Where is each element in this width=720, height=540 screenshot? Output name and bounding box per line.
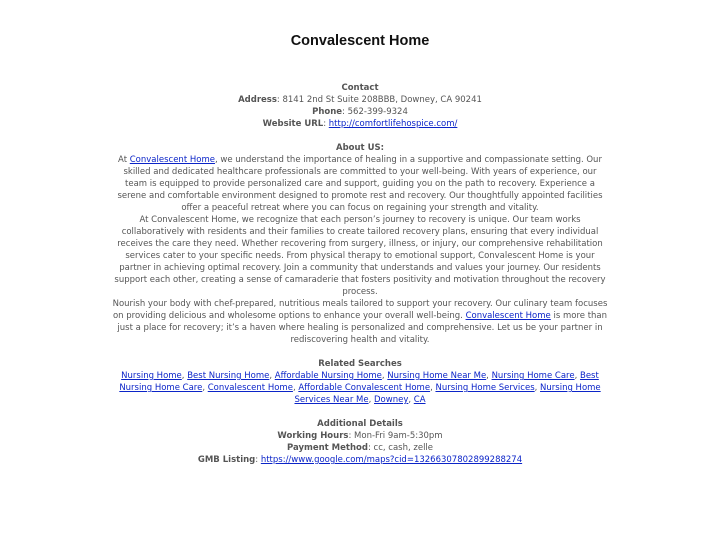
- convalescent-home-link[interactable]: Convalescent Home: [129, 155, 215, 165]
- about-paragraph-2: At Convalescent Home, we recognize that each person’s journey to recovery is unique. Our team works collaboratively with residents and their families to create tailored recovery plans, ensuring that every individual receives the care they need. Whether recovering from surgery, illness, or injury, our comprehensive rehabilitation services cater to your specific needs. From physical therapy to emotional support, Convalescent Home is your partner in achieving optimal recovery. Join a community that understands and values your journey. Our residents support each other, creating a sense of camaraderie that fosters positivity and motivation throughout the recovery process.: [114, 215, 606, 297]
- contact-section: [112, 82, 608, 130]
- website-label: Website URL: [262, 119, 324, 129]
- address-line: Address: 8141 2nd St Suite 208BBB, Downey, CA 90241: [238, 95, 482, 105]
- gmb-line: GMB Listing: https://www.google.com/maps?cid=13266307802899288274: [197, 455, 523, 465]
- about-paragraph-1: [112, 154, 608, 214]
- about-heading: About US:: [336, 143, 384, 153]
- related-links: Nursing Home, Best Nursing Home, Affordable Nursing Home, Nursing Home Near Me, Nursing Home Care, Best Nursing Home Care, Convalescent Home, Affordable Convalescent Home, Nursing Home Services, Nursing Home Services Near Me, Downey, CA: [119, 371, 601, 405]
- hours-label: Working Hours: [277, 431, 349, 441]
- related-searches-section: [112, 358, 608, 406]
- gmb-label: GMB Listing: [197, 455, 256, 465]
- related-link[interactable]: Nursing Home Services: [435, 383, 535, 393]
- related-link[interactable]: Best Nursing Home: [187, 371, 270, 381]
- payment-label: Payment Method: [286, 443, 368, 453]
- related-link[interactable]: Nursing Home Near Me: [387, 371, 487, 381]
- phone-value: 562-399-9324: [347, 107, 408, 117]
- related-link[interactable]: Affordable Nursing Home: [274, 371, 382, 381]
- address-value: 8141 2nd St Suite 208BBB, Downey, CA 90241: [282, 95, 482, 105]
- about-p1-prefix: At: [118, 155, 130, 165]
- contact-heading: Contact: [341, 83, 379, 93]
- website-line: Website URL: http://comfortlifehospice.com/: [262, 119, 458, 129]
- hours-line: Working Hours: Mon-Fri 9am-5:30pm: [277, 431, 443, 441]
- related-link[interactable]: Best Nursing Home Care: [119, 371, 599, 393]
- about-p1-text: , we understand the importance of healing in a supportive and compassionate setting. Our skilled and dedicated healthcare professionals are committed to your well-being. With years of experience, our team is equipped to provide personalized care and support, guiding you on the path to recovery. Experience a serene and comfortable environment designed to promote rest and recovery. Our thoughtfully appointed facilities offer a peaceful retreat where you can focus on regaining your strength and vitality.: [117, 155, 603, 213]
- address-label: Address: [238, 95, 277, 105]
- page-title: Convalescent Home: [290, 33, 430, 49]
- related-link[interactable]: CA: [413, 395, 426, 405]
- additional-details-section: [112, 418, 608, 466]
- about-section: [112, 142, 608, 346]
- related-link[interactable]: Convalescent Home: [207, 383, 293, 393]
- related-link[interactable]: Nursing Home Services Near Me: [294, 383, 601, 405]
- about-paragraph-3: [112, 298, 608, 346]
- payment-value: cc, cash, zelle: [373, 443, 434, 453]
- convalescent-home-link-2[interactable]: Convalescent Home: [465, 311, 551, 321]
- details-heading: Additional Details: [317, 419, 403, 429]
- gmb-link[interactable]: https://www.google.com/maps?cid=13266307802899288274: [260, 455, 523, 465]
- related-link[interactable]: Downey: [374, 395, 409, 405]
- hours-value: Mon-Fri 9am-5:30pm: [354, 431, 443, 441]
- related-link[interactable]: Nursing Home: [121, 371, 182, 381]
- related-link[interactable]: Affordable Convalescent Home: [298, 383, 431, 393]
- phone-line: Phone: 562-399-9324: [312, 107, 408, 117]
- payment-line: Payment Method: cc, cash, zelle: [286, 443, 434, 453]
- website-link[interactable]: http://comfortlifehospice.com/: [328, 119, 458, 129]
- document-body: [112, 82, 608, 466]
- related-link[interactable]: Nursing Home Care: [491, 371, 575, 381]
- about-p3-text: is more than just a place for recovery; it’s a haven where healing is personalized and comprehensive. Let us be your partner in rediscovering health and vitality.: [117, 311, 608, 345]
- phone-label: Phone: [312, 107, 343, 117]
- about-p3-prefix: Nourish your body with chef-prepared, nutritious meals tailored to support your recovery. Our culinary team focuses on providing delicious and wholesome options to enhance your overall well-being.: [112, 299, 608, 321]
- related-heading: Related Searches: [318, 359, 402, 369]
